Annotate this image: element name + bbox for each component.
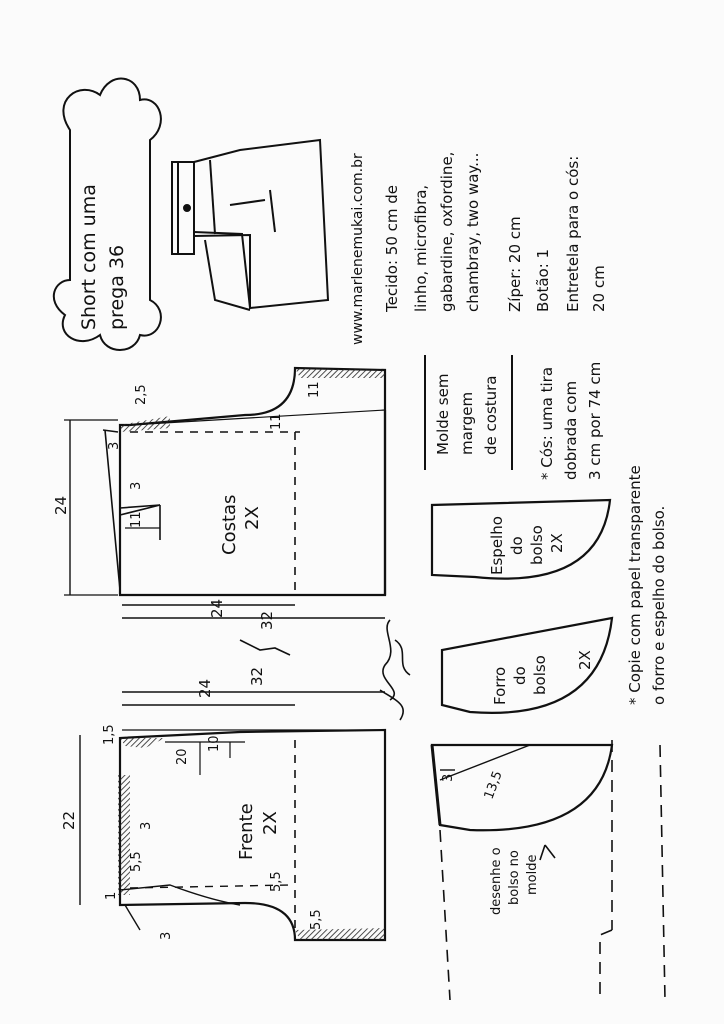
back-dim-25: 2,5 <box>134 384 149 405</box>
waistband-note-3: 3 cm por 74 cm <box>586 361 604 480</box>
copy-note <box>626 465 668 705</box>
shorts-illustration <box>172 140 328 310</box>
back-dim-3a: 3 <box>107 441 122 450</box>
front-dim-55a: 5,5 <box>129 851 144 872</box>
front-qty: 2X <box>260 811 281 835</box>
front-dim-20: 20 <box>175 748 190 765</box>
materials-interfacing-amount: 20 cm <box>590 265 608 312</box>
pocket-dim-135: 13,5 <box>481 769 506 802</box>
facing-name-2: do <box>508 536 526 555</box>
title-line2: prega 36 <box>106 244 128 330</box>
front-dim-10: 10 <box>207 735 222 752</box>
front-dim-15: 1,5 <box>102 724 117 745</box>
back-dim-11c: 11 <box>129 511 144 528</box>
lining-name-1: Forro <box>491 666 509 705</box>
materials-types-3: chambray, two way... <box>464 152 482 312</box>
front-dim-55c: 5,5 <box>309 909 324 930</box>
facing-name-3: bolso <box>528 525 546 565</box>
front-dim-1: 1 <box>104 891 119 900</box>
back-dim-3b: 3 <box>129 481 144 490</box>
materials-fabric: Tecido: 50 cm de <box>383 184 401 312</box>
materials-interfacing: Entretela para o cós: <box>564 155 582 312</box>
seam-note-1: Molde sem <box>434 373 452 455</box>
copy-note-1: * Copie com papel transparente <box>626 465 644 705</box>
pocket-facing-piece <box>432 500 610 579</box>
draw-note-1: desenhe o <box>489 847 504 915</box>
draw-note-2: bolso no <box>507 850 522 905</box>
back-dim-11b: 11 <box>269 413 284 430</box>
front-dim-3: 3 <box>139 821 154 830</box>
materials-types-1: linho, microfibra, <box>412 184 430 312</box>
facing-name-1: Espelho <box>488 516 506 575</box>
waistband-note-2: dobrada com <box>562 380 580 480</box>
seam-note <box>425 355 512 470</box>
front-dim-32: 32 <box>248 666 266 686</box>
back-dim-24: 24 <box>208 598 226 618</box>
back-dim-32: 32 <box>258 610 276 630</box>
front-name: Frente <box>236 803 257 860</box>
front-labels <box>60 667 324 940</box>
materials-button: Botão: 1 <box>534 248 552 312</box>
materials-list <box>383 152 608 313</box>
materials-zipper: Zíper: 20 cm <box>506 216 524 312</box>
front-dim-height: 22 <box>60 810 78 830</box>
front-dim-24: 24 <box>196 678 214 698</box>
seam-note-2: margem <box>458 391 476 455</box>
waistband-note <box>538 362 604 480</box>
copy-note-2: o forro e espelho do bolso. <box>650 505 668 705</box>
front-dim-3b: 3 <box>159 931 174 940</box>
lining-name-2: do <box>511 666 529 685</box>
materials-types-2: gabardine, oxfordine, <box>438 151 456 312</box>
front-piece <box>80 692 385 940</box>
pocket-lining-piece <box>442 618 612 713</box>
lining-name-3: bolso <box>531 655 549 695</box>
seam-note-3: de costura <box>482 375 500 455</box>
pocket-mold-piece <box>432 740 665 1000</box>
lining-qty: 2X <box>576 650 594 670</box>
back-name: Costas <box>219 494 240 555</box>
facing-qty: 2X <box>548 533 566 553</box>
back-labels <box>52 381 322 630</box>
back-dim-height: 24 <box>52 495 70 515</box>
draw-note-3: molde <box>525 854 540 895</box>
title-line1: Short com uma <box>78 184 100 330</box>
pocket-dim-3: 3 <box>441 773 456 782</box>
back-piece <box>64 368 385 618</box>
front-dim-55b: 5,5 <box>269 871 284 892</box>
waistband-note-1: * Cós: uma tira <box>538 366 556 480</box>
title-cloud <box>54 79 161 350</box>
back-qty: 2X <box>242 506 263 530</box>
website-text: www.marlenemukai.com.br <box>350 153 366 345</box>
back-dim-11a: 11 <box>307 381 322 398</box>
